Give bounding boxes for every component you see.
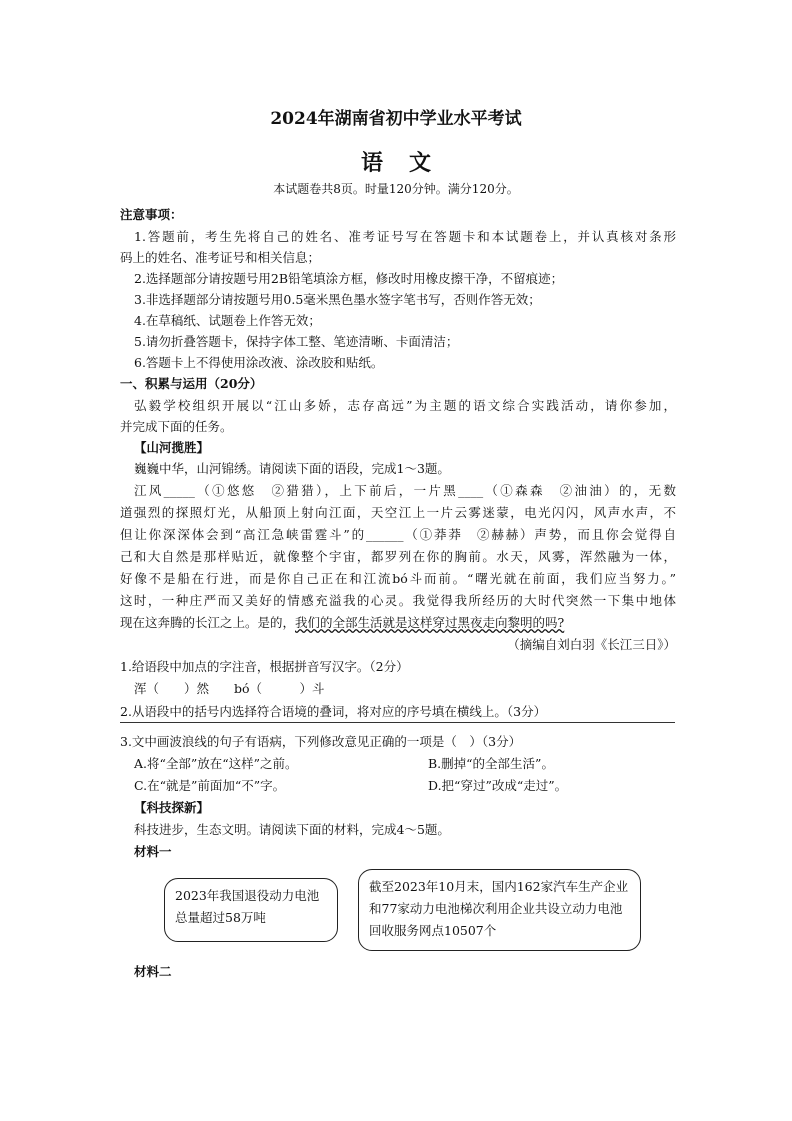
notes-heading: 注意事项： — [120, 207, 183, 222]
note-item: 5.请勿折叠答题卡，保持字体工整、笔迹清晰、卡面清洁； — [134, 334, 459, 349]
section-intro: 弘毅学校组织开展以“江山多娇，志存高远”为主题的语文综合实践活动，请你参加， — [134, 398, 676, 413]
material-2-label: 材料二 — [134, 964, 172, 979]
passage-line-last — [120, 613, 676, 631]
passage-line: 这时，一种庄严而又美好的情感充溢我的心灵。我觉得我所经历的大时代突然一下集中地体 — [120, 593, 676, 608]
note-item: 6.答题卡上不得使用涂改液、涂改胶和贴纸。 — [134, 355, 384, 370]
section-heading: 一、积累与运用（20分） — [120, 376, 263, 391]
option-b: B.删掉“的全部生活”。 — [428, 756, 554, 771]
passage-line: 江风_____（①悠悠 ②猎猎），上下前后，一片黑____（①森森 ②油油）的，无数 — [134, 483, 676, 498]
part-title-shanhe: 【山河揽胜】 — [134, 440, 210, 455]
passage-source: （摘编自刘白羽《长江三日》） — [507, 637, 676, 652]
part-intro: 巍巍中华，山河锦绣。请阅读下面的语段，完成1～3题。 — [134, 461, 450, 476]
passage-line: 道强烈的探照灯光，从船顶上射向江面，天空江上一片云雾迷蒙，电光闪闪，风声水声，不 — [120, 505, 676, 520]
section-intro: 并完成下面的任务。 — [120, 419, 233, 434]
page-divider — [120, 722, 675, 723]
option-a: A.将“全部”放在“这样”之前。 — [134, 756, 298, 771]
passage-line: 好像不是船在行进，而是你自己正在和江流bó斗而前。“曙光就在前面，我们应当努力。” — [120, 571, 676, 586]
exam-info: 本试题卷共8页。时量120分钟。满分120分。 — [273, 182, 519, 196]
passage-line: 但让你深深体会到“高江急峡雷霆斗”的______（①莽莽 ②赫赫）声势，而且你会觉得自 — [120, 527, 676, 542]
note-item: 1.答题前，考生先将自己的姓名、准考证号写在答题卡和本试题卷上，并认真核对条形 — [134, 229, 676, 244]
subject-title: 语文 — [360, 150, 457, 176]
part-title-keji: 【科技探新】 — [134, 800, 210, 815]
note-item: 码上的姓名、准考证号和相关信息； — [120, 250, 321, 265]
wavy-sentence: 我们的全部生活就是这样穿过黑夜走向黎明的吗? — [295, 615, 565, 630]
material-box-1: 2023年我国退役动力电池总量超过58万吨 — [164, 878, 338, 942]
note-item: 3.非选择题部分请按题号用0.5毫米黑色墨水签字笔书写，否则作答无效； — [134, 292, 541, 307]
question-1-blanks: 浑（ ）然 bó（ ）斗 — [134, 681, 325, 696]
option-c: C.在“就是”前面加“不”字。 — [134, 778, 286, 793]
note-item: 2.选择题部分请按题号用2B铅笔填涂方框，修改时用橡皮擦干净，不留痕迹； — [134, 271, 564, 286]
material-box-2: 截至2023年10月末，国内162家汽车生产企业和77家动力电池梯次利用企业共设立动力电池回收服务网点10507个 — [358, 869, 641, 951]
note-item: 4.在草稿纸、试题卷上作答无效； — [134, 313, 321, 328]
question-3: 3.文中画波浪线的句子有语病，下列修改意见正确的一项是（ ）（3分） — [120, 734, 522, 749]
question-1: 1.给语段中加点的字注音，根据拼音写汉字。（2分） — [120, 659, 409, 674]
exam-title: 2024年湖南省初中学业水平考试 — [270, 109, 522, 129]
question-2: 2.从语段中的括号内选择符合语境的叠词，将对应的序号填在横线上。（3分） — [120, 704, 547, 719]
passage-line: 己和大自然是那样贴近，就像整个宇宙，都罗列在你的胸前。水天，风雾，浑然融为一体， — [120, 549, 676, 564]
part-intro: 科技进步，生态文明。请阅读下面的材料，完成4～5题。 — [134, 822, 450, 837]
material-1-label: 材料一 — [134, 844, 172, 859]
option-d: D.把“穿过”改成“走过”。 — [428, 778, 568, 793]
passage-text: 现在这奔腾的长江之上。是的， — [120, 615, 296, 630]
